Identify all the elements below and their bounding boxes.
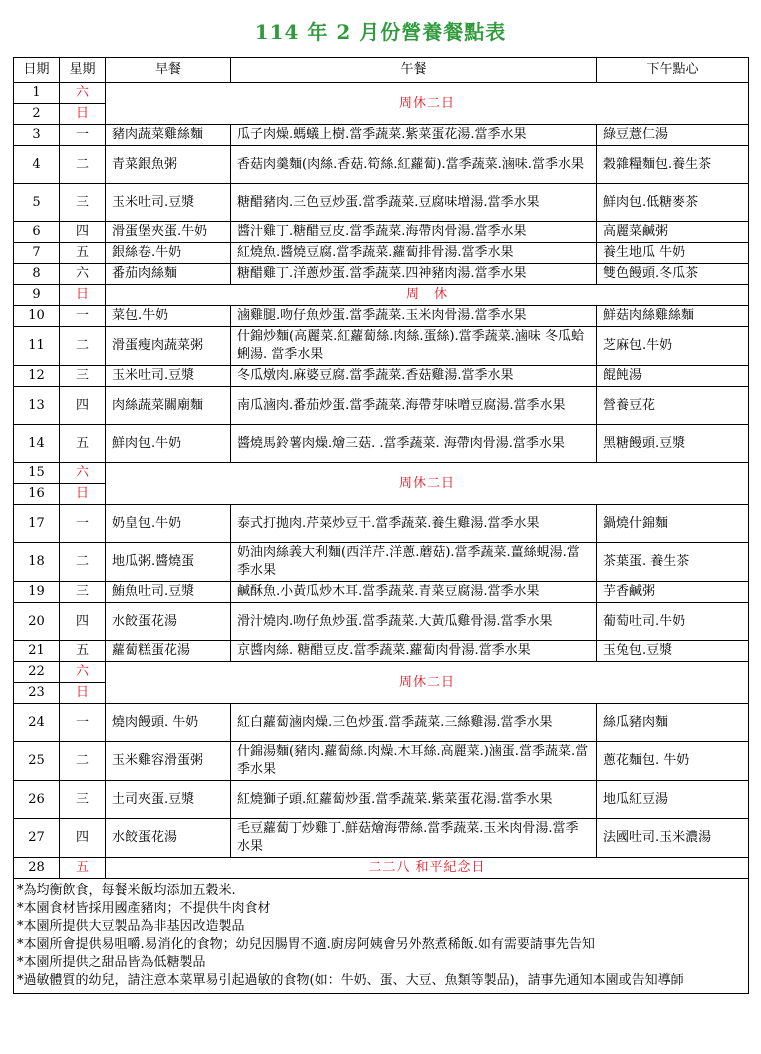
lunch-cell: 糖醋豬肉.三色豆炒蛋.當季蔬菜.豆腐味增湯.當季水果 bbox=[231, 184, 597, 222]
note-line: *過敏體質的幼兒，請注意本菜單易引起過敏的食物(如：牛奶、蛋、大豆、魚類等製品)，請事先通知本園或告知導師 bbox=[17, 973, 684, 988]
weekday-cell: 四 bbox=[60, 222, 106, 243]
lunch-cell: 紅燒獅子頭.紅蘿蔔炒蛋.當季蔬菜.紫菜蛋花湯.當季水果 bbox=[231, 781, 597, 819]
snack-cell: 高麗菜鹹粥 bbox=[597, 222, 749, 243]
date-cell: 23 bbox=[14, 683, 60, 704]
menu-row bbox=[14, 366, 749, 387]
breakfast-cell: 青菜銀魚粥 bbox=[106, 146, 231, 184]
snack-cell: 餛飩湯 bbox=[597, 366, 749, 387]
lunch-cell: 京醬肉絲. 糖醋豆皮.當季蔬菜.蘿蔔肉骨湯.當季水果 bbox=[231, 641, 597, 662]
menu-row bbox=[14, 327, 749, 366]
note-line: *本園所提供大豆製品為非基因改造製品 bbox=[17, 919, 245, 934]
lunch-cell: 醬燒馬鈴薯肉燥.燴三菇. .當季蔬菜. 海帶肉骨湯.當季水果 bbox=[231, 425, 597, 463]
breakfast-cell: 玉米雞容滑蛋粥 bbox=[106, 742, 231, 781]
snack-cell: 養生地瓜 牛奶 bbox=[597, 243, 749, 264]
lunch-cell: 毛豆蘿蔔丁炒雞丁.鮮菇燴海帶絲.當季蔬菜.玉米肉骨湯.當季水果 bbox=[231, 819, 597, 858]
date-cell: 3 bbox=[14, 125, 60, 146]
header-weekday: 星期 bbox=[60, 58, 106, 83]
weekday-cell: 二 bbox=[60, 543, 106, 582]
menu-row bbox=[14, 819, 749, 858]
date-cell: 2 bbox=[14, 104, 60, 125]
menu-row bbox=[14, 184, 749, 222]
header-row bbox=[14, 58, 749, 83]
holiday-cell: 周 休 bbox=[106, 285, 749, 306]
snack-cell: 鮮肉包.低糖麥茶 bbox=[597, 184, 749, 222]
date-cell: 8 bbox=[14, 264, 60, 285]
menu-row bbox=[14, 387, 749, 425]
notes-row bbox=[14, 879, 749, 994]
snack-cell: 鍋燒什錦麵 bbox=[597, 505, 749, 543]
date-cell: 27 bbox=[14, 819, 60, 858]
holiday-row bbox=[14, 858, 749, 879]
holiday-row bbox=[14, 285, 749, 306]
holiday-cell: 周休二日 bbox=[106, 83, 749, 125]
menu-row bbox=[14, 425, 749, 463]
snack-cell: 綠豆薏仁湯 bbox=[597, 125, 749, 146]
weekday-cell: 六 bbox=[60, 264, 106, 285]
weekday-cell: 五 bbox=[60, 858, 106, 879]
breakfast-cell: 土司夾蛋.豆漿 bbox=[106, 781, 231, 819]
snack-cell: 葡萄吐司.牛奶 bbox=[597, 603, 749, 641]
breakfast-cell: 玉米吐司.豆漿 bbox=[106, 184, 231, 222]
date-cell: 4 bbox=[14, 146, 60, 184]
weekday-cell: 三 bbox=[60, 366, 106, 387]
snack-cell: 芋香鹹粥 bbox=[597, 582, 749, 603]
breakfast-cell: 奶皇包.牛奶 bbox=[106, 505, 231, 543]
date-cell: 22 bbox=[14, 662, 60, 683]
breakfast-cell: 鮮肉包.牛奶 bbox=[106, 425, 231, 463]
breakfast-cell: 豬肉蔬菜雞絲麵 bbox=[106, 125, 231, 146]
date-cell: 25 bbox=[14, 742, 60, 781]
breakfast-cell: 銀絲卷.牛奶 bbox=[106, 243, 231, 264]
breakfast-cell: 滑蛋瘦肉蔬菜粥 bbox=[106, 327, 231, 366]
date-cell: 18 bbox=[14, 543, 60, 582]
weekday-cell: 五 bbox=[60, 425, 106, 463]
weekday-cell: 一 bbox=[60, 125, 106, 146]
snack-cell: 茶葉蛋. 養生茶 bbox=[597, 543, 749, 582]
holiday-cell: 周休二日 bbox=[106, 662, 749, 704]
meal-menu-table bbox=[13, 57, 749, 994]
date-cell: 9 bbox=[14, 285, 60, 306]
menu-body bbox=[14, 83, 749, 879]
lunch-cell: 冬瓜燉肉.麻婆豆腐.當季蔬菜.香菇雞湯.當季水果 bbox=[231, 366, 597, 387]
weekday-cell: 日 bbox=[60, 104, 106, 125]
header-lunch: 午餐 bbox=[231, 58, 597, 83]
weekday-cell: 三 bbox=[60, 781, 106, 819]
date-cell: 5 bbox=[14, 184, 60, 222]
holiday-row bbox=[14, 463, 749, 484]
notes-section bbox=[14, 879, 749, 994]
menu-row bbox=[14, 306, 749, 327]
date-cell: 13 bbox=[14, 387, 60, 425]
weekday-cell: 一 bbox=[60, 505, 106, 543]
menu-row bbox=[14, 704, 749, 742]
note-line: *本園所提供之甜品皆為低糖製品 bbox=[17, 955, 206, 970]
weekday-cell: 二 bbox=[60, 146, 106, 184]
weekday-cell: 二 bbox=[60, 327, 106, 366]
date-cell: 7 bbox=[14, 243, 60, 264]
weekday-cell: 四 bbox=[60, 387, 106, 425]
date-cell: 14 bbox=[14, 425, 60, 463]
date-cell: 16 bbox=[14, 484, 60, 505]
menu-row bbox=[14, 264, 749, 285]
breakfast-cell: 鮪魚吐司.豆漿 bbox=[106, 582, 231, 603]
menu-row bbox=[14, 505, 749, 543]
weekday-cell: 三 bbox=[60, 184, 106, 222]
menu-row bbox=[14, 781, 749, 819]
lunch-cell: 醬汁雞丁.糖醋豆皮.當季蔬菜.海帶肉骨湯.當季水果 bbox=[231, 222, 597, 243]
note-line: *本園食材皆採用國產豬肉；不提供牛肉食材 bbox=[17, 901, 271, 916]
lunch-cell: 什錦炒麵(高麗菜.紅蘿蔔絲.肉絲.蛋絲).當季蔬菜.滷味 冬瓜蛤蜊湯. 當季水果 bbox=[231, 327, 597, 366]
note-line: *本園所會提供易咀嚼.易消化的食物；幼兒因腸胃不適.廚房阿姨會另外熬煮稀飯.如有需要請事先告知 bbox=[17, 937, 595, 952]
menu-row bbox=[14, 603, 749, 641]
holiday-cell: 二二八 和平紀念日 bbox=[106, 858, 749, 879]
snack-cell: 法國吐司.玉米濃湯 bbox=[597, 819, 749, 858]
weekday-cell: 四 bbox=[60, 819, 106, 858]
weekday-cell: 日 bbox=[60, 484, 106, 505]
date-cell: 1 bbox=[14, 83, 60, 104]
date-cell: 15 bbox=[14, 463, 60, 484]
menu-row bbox=[14, 146, 749, 184]
menu-row bbox=[14, 742, 749, 781]
holiday-cell: 周休二日 bbox=[106, 463, 749, 505]
header-date: 日期 bbox=[14, 58, 60, 83]
snack-cell: 營養豆花 bbox=[597, 387, 749, 425]
date-cell: 26 bbox=[14, 781, 60, 819]
breakfast-cell: 蘿蔔糕蛋花湯 bbox=[106, 641, 231, 662]
note-line: *為均衡飲食，每餐米飯均添加五穀米. bbox=[17, 883, 236, 898]
date-cell: 20 bbox=[14, 603, 60, 641]
menu-row bbox=[14, 243, 749, 264]
date-cell: 6 bbox=[14, 222, 60, 243]
snack-cell: 穀雜糧麵包.養生茶 bbox=[597, 146, 749, 184]
date-cell: 19 bbox=[14, 582, 60, 603]
weekday-cell: 日 bbox=[60, 683, 106, 704]
lunch-cell: 香菇肉羹麵(肉絲.香菇.筍絲.紅蘿蔔).當季蔬菜.滷味.當季水果 bbox=[231, 146, 597, 184]
header-breakfast: 早餐 bbox=[106, 58, 231, 83]
weekday-cell: 五 bbox=[60, 243, 106, 264]
weekday-cell: 四 bbox=[60, 603, 106, 641]
snack-cell: 絲瓜豬肉麵 bbox=[597, 704, 749, 742]
menu-row bbox=[14, 582, 749, 603]
snack-cell: 芝麻包.牛奶 bbox=[597, 327, 749, 366]
menu-row bbox=[14, 641, 749, 662]
weekday-cell: 日 bbox=[60, 285, 106, 306]
lunch-cell: 什錦湯麵(豬肉.蘿蔔絲.肉燥.木耳絲.高麗菜.)滷蛋.當季蔬菜.當季水果 bbox=[231, 742, 597, 781]
holiday-row bbox=[14, 83, 749, 104]
snack-cell: 蔥花麵包. 牛奶 bbox=[597, 742, 749, 781]
date-cell: 24 bbox=[14, 704, 60, 742]
lunch-cell: 紅燒魚.醬燒豆腐.當季蔬菜.蘿蔔排骨湯.當季水果 bbox=[231, 243, 597, 264]
snack-cell: 黑糖饅頭.豆漿 bbox=[597, 425, 749, 463]
weekday-cell: 六 bbox=[60, 463, 106, 484]
menu-row bbox=[14, 125, 749, 146]
breakfast-cell: 肉絲蔬菜關廟麵 bbox=[106, 387, 231, 425]
weekday-cell: 六 bbox=[60, 662, 106, 683]
snack-cell: 玉兔包.豆漿 bbox=[597, 641, 749, 662]
lunch-cell: 南瓜滷肉.番茄炒蛋.當季蔬菜.海帶芽味噌豆腐湯.當季水果 bbox=[231, 387, 597, 425]
breakfast-cell: 地瓜粥.醬燒蛋 bbox=[106, 543, 231, 582]
weekday-cell: 二 bbox=[60, 742, 106, 781]
breakfast-cell: 燒肉饅頭. 牛奶 bbox=[106, 704, 231, 742]
date-cell: 10 bbox=[14, 306, 60, 327]
lunch-cell: 泰式打拋肉.芹菜炒豆干.當季蔬菜.養生雞湯.當季水果 bbox=[231, 505, 597, 543]
breakfast-cell: 玉米吐司.豆漿 bbox=[106, 366, 231, 387]
lunch-cell: 瓜子肉燥.螞蟻上樹.當季蔬菜.紫菜蛋花湯.當季水果 bbox=[231, 125, 597, 146]
lunch-cell: 糖醋雞丁.洋蔥炒蛋.當季蔬菜.四神豬肉湯.當季水果 bbox=[231, 264, 597, 285]
menu-row bbox=[14, 543, 749, 582]
date-cell: 21 bbox=[14, 641, 60, 662]
breakfast-cell: 番茄肉絲麵 bbox=[106, 264, 231, 285]
snack-cell: 雙色饅頭.冬瓜茶 bbox=[597, 264, 749, 285]
page-title: 114 年 2 月份營養餐點表 bbox=[254, 20, 507, 44]
date-cell: 17 bbox=[14, 505, 60, 543]
header-snack: 下午點心 bbox=[597, 58, 749, 83]
weekday-cell: 一 bbox=[60, 704, 106, 742]
breakfast-cell: 菜包.牛奶 bbox=[106, 306, 231, 327]
date-cell: 28 bbox=[14, 858, 60, 879]
lunch-cell: 紅白蘿蔔滷肉燥.三色炒蛋.當季蔬菜.三絲雞湯.當季水果 bbox=[231, 704, 597, 742]
breakfast-cell: 水餃蛋花湯 bbox=[106, 603, 231, 641]
snack-cell: 鮮菇肉絲雞絲麵 bbox=[597, 306, 749, 327]
breakfast-cell: 水餃蛋花湯 bbox=[106, 819, 231, 858]
menu-row bbox=[14, 222, 749, 243]
lunch-cell: 滑汁燒肉.吻仔魚炒蛋.當季蔬菜.大黃瓜雞骨湯.當季水果 bbox=[231, 603, 597, 641]
lunch-cell: 奶油肉絲義大利麵(西洋芹.洋蔥.蘑菇).當季蔬菜.薑絲蜆湯.當季水果 bbox=[231, 543, 597, 582]
weekday-cell: 六 bbox=[60, 83, 106, 104]
weekday-cell: 三 bbox=[60, 582, 106, 603]
weekday-cell: 一 bbox=[60, 306, 106, 327]
date-cell: 11 bbox=[14, 327, 60, 366]
holiday-row bbox=[14, 662, 749, 683]
lunch-cell: 滷雞腿.吻仔魚炒蛋.當季蔬菜.玉米肉骨湯.當季水果 bbox=[231, 306, 597, 327]
date-cell: 12 bbox=[14, 366, 60, 387]
weekday-cell: 五 bbox=[60, 641, 106, 662]
snack-cell: 地瓜紅豆湯 bbox=[597, 781, 749, 819]
lunch-cell: 鹹酥魚.小黃瓜炒木耳.當季蔬菜.青菜豆腐湯.當季水果 bbox=[231, 582, 597, 603]
breakfast-cell: 滑蛋堡夾蛋.牛奶 bbox=[106, 222, 231, 243]
